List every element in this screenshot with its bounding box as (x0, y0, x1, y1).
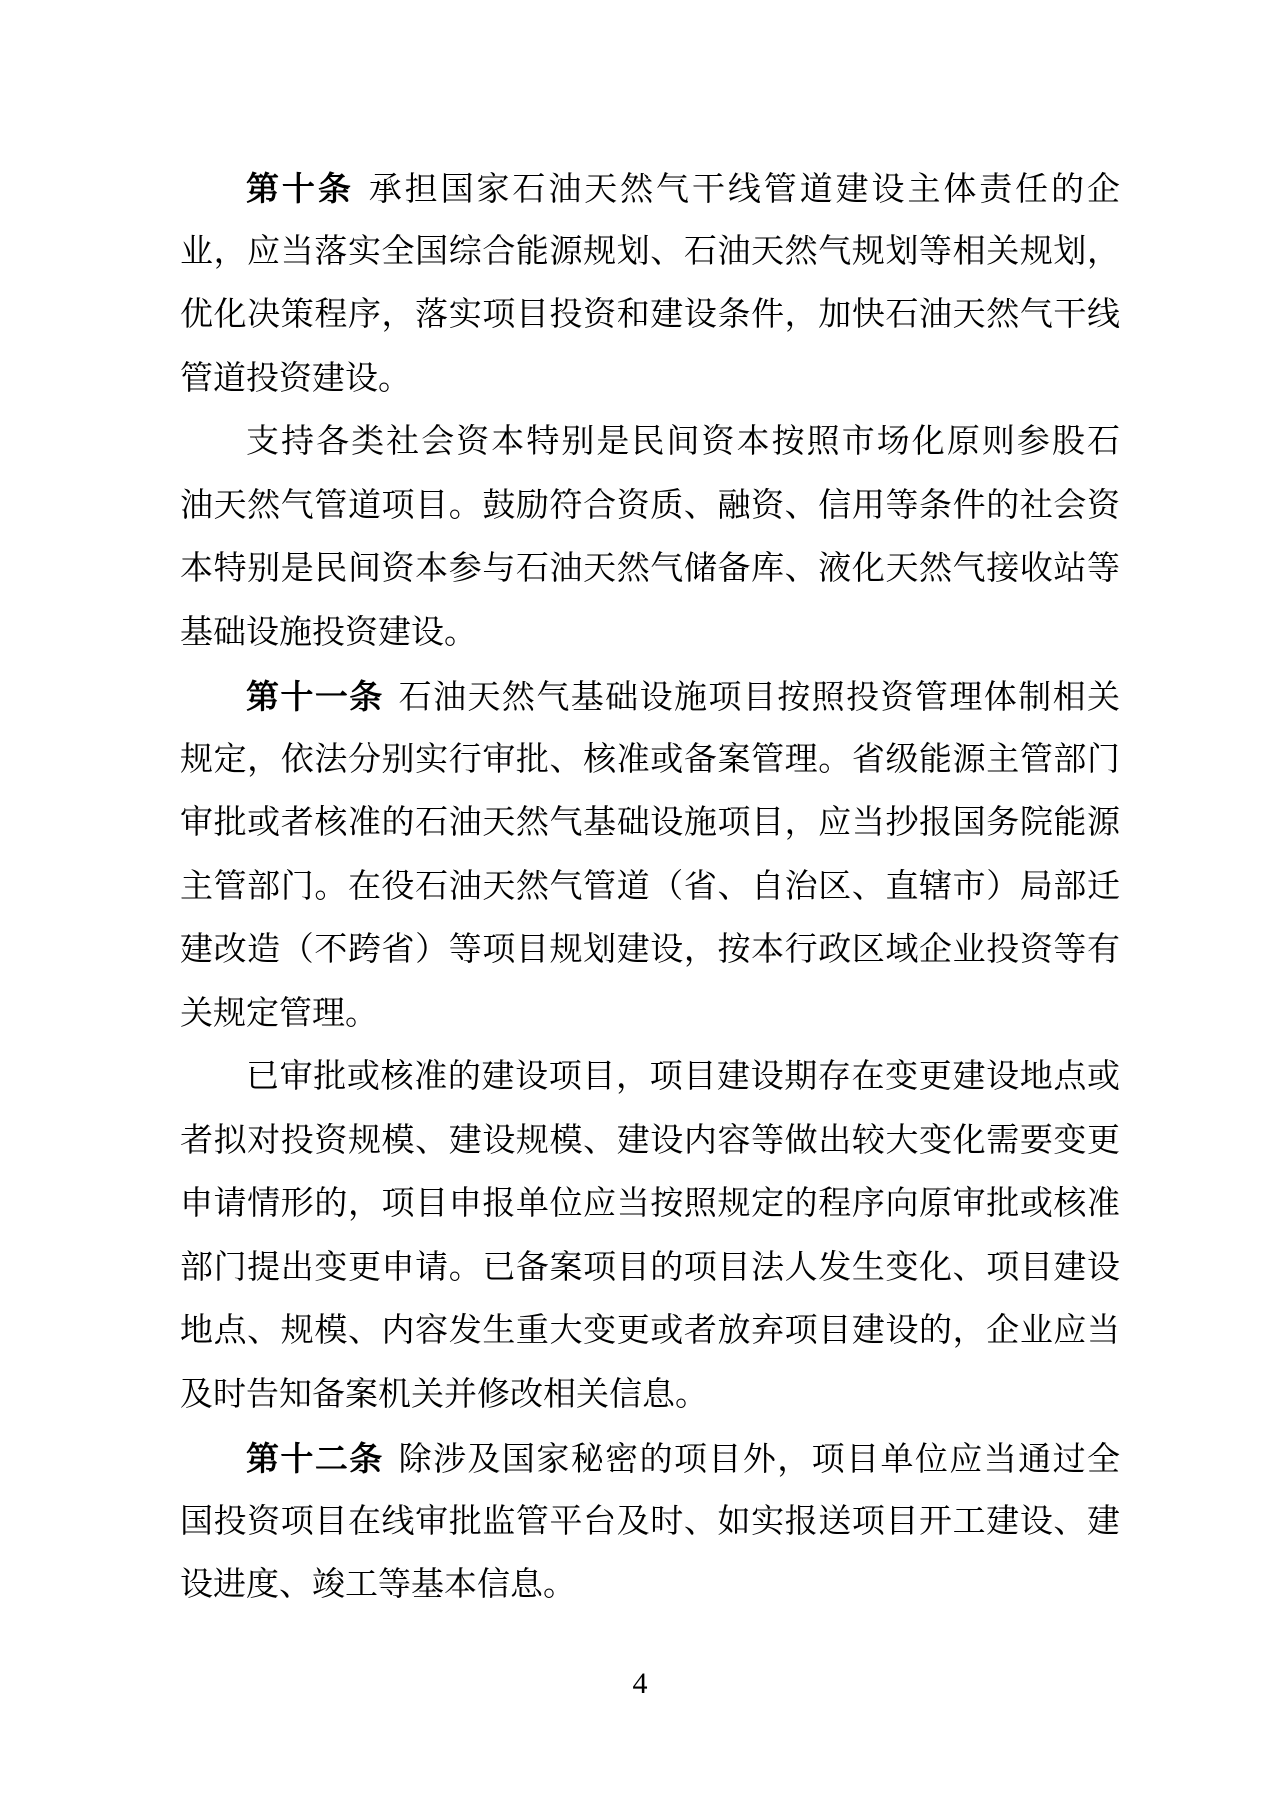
text-line: 设进度、竣工等基本信息。 (180, 1567, 576, 1603)
text-line: 管道投资建设。 (180, 360, 411, 397)
article-number: 第十二条 (246, 1440, 384, 1477)
page-number: 4 (632, 1667, 648, 1700)
text-line: 支持各类社会资本特别是民间资本按照市场化原则参股石 (246, 424, 1120, 460)
text-line: 本特别是民间资本参与石油天然气储备库、液化天然气接收站等 (180, 551, 1120, 587)
text-line: 地点、规模、内容发生重大变更或者放弃项目建设的，企业应当 (180, 1313, 1120, 1349)
text-line: 基础设施投资建设。 (180, 614, 477, 651)
text-line: 第十二条 除涉及国家秘密的项目外，项目单位应当通过全 (246, 1440, 1120, 1478)
text-line: 规定，依法分别实行审批、核准或备案管理。省级能源主管部门 (180, 741, 1120, 778)
text-line: 建改造（不跨省）等项目规划建设，按本行政区域企业投资等有 (180, 932, 1120, 968)
text-line: 油天然气管道项目。鼓励符合资质、融资、信用等条件的社会资 (180, 487, 1120, 524)
text-line: 者拟对投资规模、建设规模、建设内容等做出较大变化需要变更 (180, 1122, 1120, 1159)
text-line: 第十条 承担国家石油天然气干线管道建设主体责任的企 (246, 170, 1120, 208)
text-line: 主管部门。在役石油天然气管道（省、自治区、直辖市）局部迁 (180, 868, 1120, 905)
text-line: 审批或者核准的石油天然气基础设施项目，应当抄报国务院能源 (180, 805, 1120, 841)
text-line: 第十一条 石油天然气基础设施项目按照投资管理体制相关 (246, 678, 1120, 716)
text-line: 国投资项目在线审批监管平台及时、如实报送项目开工建设、建 (180, 1503, 1120, 1540)
text-line: 申请情形的，项目申报单位应当按照规定的程序向原审批或核准 (180, 1186, 1120, 1222)
text-line: 及时告知备案机关并修改相关信息。 (180, 1376, 708, 1413)
text-line: 关规定管理。 (180, 995, 378, 1032)
text-block (180, 157, 1120, 1618)
text-line: 已审批或核准的建设项目，项目建设期存在变更建设地点或 (246, 1059, 1120, 1095)
article-number: 第十条 (246, 170, 354, 207)
text-line: 业，应当落实全国综合能源规划、石油天然气规划等相关规划， (180, 233, 1120, 270)
article-number: 第十一条 (246, 678, 384, 715)
text-line: 部门提出变更申请。已备案项目的项目法人发生变化、项目建设 (180, 1249, 1120, 1286)
text-line: 优化决策程序，落实项目投资和建设条件，加快石油天然气干线 (180, 297, 1120, 333)
